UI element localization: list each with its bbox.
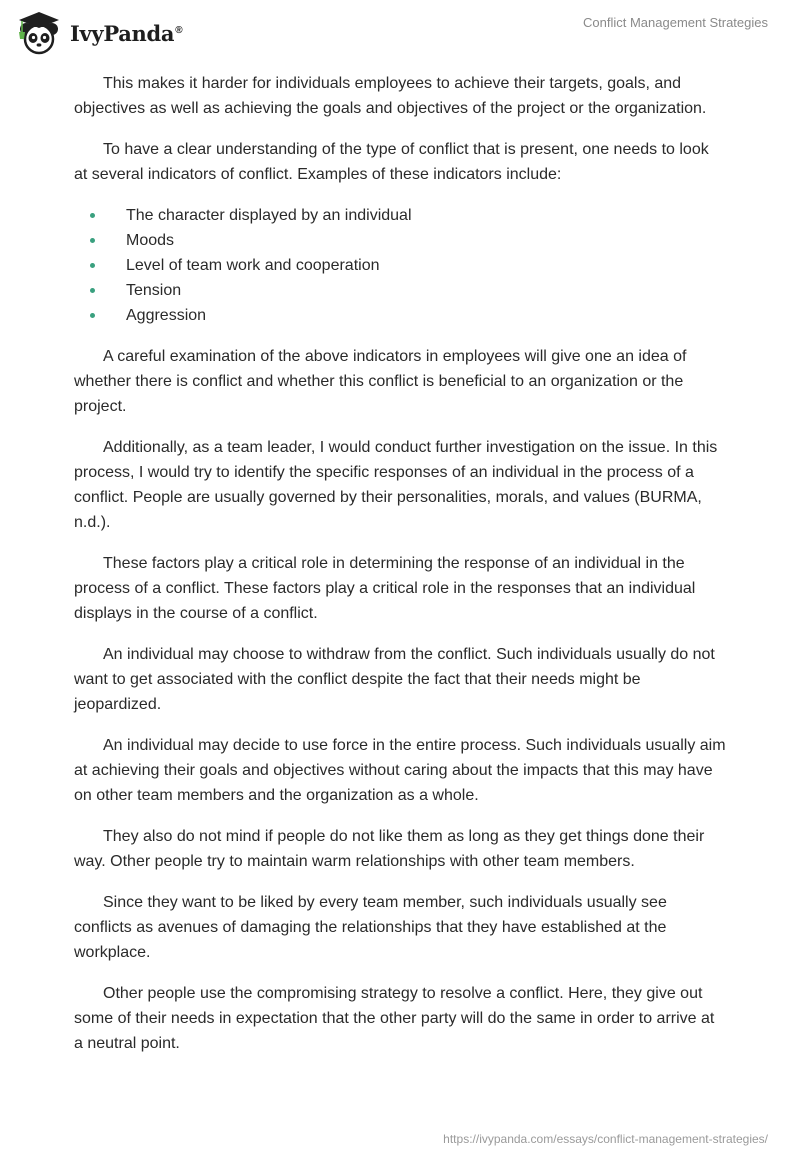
paragraph: To have a clear understanding of the type of conflict that is present, one needs to look at several indicators of conflict. Examples of these indicators include: [74, 141, 709, 183]
bullet-dot-icon [90, 313, 95, 318]
list-item: The character displayed by an individual [74, 203, 726, 228]
paragraph: An individual may choose to withdraw from the conflict. Such individuals usually do not want to get associated with the conflict despite the fact that their needs might be jeopardized. [74, 646, 715, 713]
source-url-link[interactable]: https://ivypanda.com/essays/conflict-management-strategies/ [443, 1132, 768, 1146]
list-item: Moods [74, 228, 726, 253]
list-item: Level of team work and cooperation [74, 253, 726, 278]
list-item: Aggression [74, 303, 726, 328]
indicator-list [74, 203, 726, 328]
brand-name: IvyPanda® [70, 20, 183, 46]
bullet-dot-icon [90, 238, 95, 243]
paragraph: A careful examination of the above indicators in employees will give one an idea of whether there is conflict and whether this conflict is beneficial to an organization or the project. [74, 348, 687, 415]
bullet-dot-icon [90, 288, 95, 293]
brand-logo[interactable] [14, 8, 182, 56]
paragraph: Additionally, as a team leader, I would conduct further investigation on the issue. In this process, I would try to identify the specific responses of an individual in the process of a conflict. People are usually governed by their personalities, morals, and values (BURMA, n.d.). [74, 439, 718, 531]
list-item: Tension [74, 278, 726, 303]
essay-body [74, 71, 726, 1072]
page-header [0, 0, 800, 60]
bullet-dot-icon [90, 263, 95, 268]
paragraph: An individual may decide to use force in the entire process. Such individuals usually aim at achieving their goals and objectives without caring about the impacts that this may have on other team members and the organization as a whole. [74, 737, 726, 804]
document-title: Conflict Management Strategies [583, 15, 768, 30]
bullet-dot-icon [90, 213, 95, 218]
paragraph: Other people use the compromising strategy to resolve a conflict. Here, they give out some of their needs in expectation that the other party will do the same in order to arrive at a neutral point. [74, 985, 715, 1052]
registered-mark: ® [175, 24, 183, 36]
paragraph: They also do not mind if people do not like them as long as they get things done their way. Other people try to maintain warm relationships with other team members. [74, 828, 705, 870]
paragraph: These factors play a critical role in determining the response of an individual in the process of a conflict. These factors play a critical role in the responses that an individual displays in the course of a conflict. [74, 555, 696, 622]
paragraph: This makes it harder for individuals employees to achieve their targets, goals, and objectives as well as achieving the goals and objectives of the project or the organization. [74, 75, 707, 117]
paragraph: Since they want to be liked by every team member, such individuals usually see conflicts as avenues of damaging the relationships that they have established at the workplace. [74, 894, 667, 961]
panda-graduation-cap-icon [14, 8, 64, 56]
